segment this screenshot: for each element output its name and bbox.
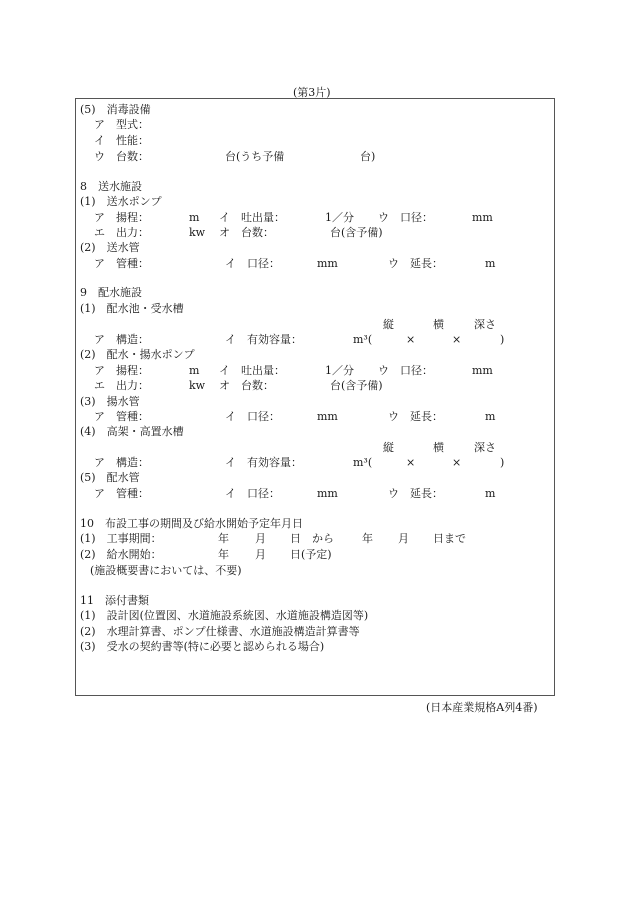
s9-tank-structure: ア 構造： [94,456,149,469]
s9-tank-dim-width: 横 [433,441,444,454]
s9-pump-count-unit: 台(含予備) [330,379,383,392]
s9-reservoir-capacity: イ 有効容量： [225,333,302,346]
s10-note: (施設概要書においては、不要) [90,564,242,577]
s9-pump-output: エ 出力： [94,379,149,392]
s9-pump-count: オ 台数： [219,379,274,392]
s8-pump-discharge-unit: 1／分 [325,211,354,224]
s9-dim-width: 横 [433,318,444,331]
s10-start-label: (2) 給水開始： [80,548,162,561]
s9-title: 9 配水施設 [80,286,142,299]
s11-item-3: (3) 受水の契約書等(特に必要と認められる場合) [80,640,325,653]
s9-pump-discharge-unit: 1／分 [325,364,354,377]
s9-tank-x2: × [452,456,462,469]
s9-lift-pipe-bore: イ 口径： [225,410,280,423]
s8-pump-bore: ウ 口径： [378,211,433,224]
s8-pipe-type: ア 管種： [94,257,149,270]
s9-dim-length: 縦 [383,318,394,331]
s9-lift-pipe-length: ウ 延長： [388,410,443,423]
s8-pump-head-unit: m [189,211,200,224]
s9-tank-dim-depth: 深さ [474,441,496,454]
s9-lift-pipe-length-unit: m [485,410,496,423]
s8-pump-output-unit: kw [189,226,206,239]
s9-pump-head: ア 揚程： [94,364,149,377]
s8-pipe-bore-unit: mm [317,257,338,270]
s9-dist-pipe-type: ア 管種： [94,487,149,500]
s10-period-label: (1) 工事期間： [80,532,162,545]
s8-pipe-length: ウ 延長： [388,257,443,270]
s5-title: (5) 消毒設備 [80,103,151,116]
s9-tank-close: ) [500,456,505,469]
s10-start-year: 年 [218,548,229,561]
s10-start-day: 日(予定) [290,548,332,561]
s9-reservoir-structure: ア 構造： [94,333,149,346]
s9-lift-pipe-type: ア 管種： [94,410,149,423]
s9-lift-pipe-bore-unit: mm [317,410,338,423]
s8-pump-discharge: イ 吐出量： [219,211,285,224]
s9-reservoir-x2: × [452,333,462,346]
s9-reservoir-close: ) [500,333,505,346]
s11-item-2: (2) 水理計算書、ポンプ仕様書、水道施設構造計算書等 [80,625,360,638]
s9-pump-head-unit: m [189,364,200,377]
s8-title: 8 送水施設 [80,180,142,193]
s8-pipe-bore: イ 口径： [225,257,280,270]
s8-pipe-length-unit: m [485,257,496,270]
s8-pump-bore-unit: mm [472,211,493,224]
s9-tank-unit: m³( [353,456,373,469]
s10-period-year2: 年 [362,532,373,545]
s9-dist-pipe-length-unit: m [485,487,496,500]
s5-performance: イ 性能： [94,134,149,147]
s9-tank-capacity: イ 有効容量： [225,456,302,469]
s5-count: ウ 台数： [94,150,149,163]
s9-dim-depth: 深さ [474,318,496,331]
s9-pump-bore: ウ 口径： [378,364,433,377]
page-footer: (日本産業規格A列4番) [426,701,538,714]
s8-pump-head: ア 揚程： [94,211,149,224]
s11-title: 11 添付書類 [80,594,149,607]
s9-pump-output-unit: kw [189,379,206,392]
s10-title: 10 布設工事の期間及び給水開始予定年月日 [80,517,303,530]
s9-pump-discharge: イ 吐出量： [219,364,285,377]
s9-reservoir-heading: (1) 配水池・受水槽 [80,302,184,315]
s9-tank-x1: × [406,456,416,469]
s10-period-month2: 月 [398,532,409,545]
s9-dist-pipe-heading: (5) 配水管 [80,471,140,484]
s9-dist-pipe-bore-unit: mm [317,487,338,500]
s5-count-end: 台) [360,150,376,163]
s9-reservoir-x1: × [406,333,416,346]
s8-pipe-heading: (2) 送水管 [80,241,140,254]
s9-dist-pipe-bore: イ 口径： [225,487,280,500]
s8-pump-output: エ 出力： [94,226,149,239]
s9-tank-heading: (4) 高架・高置水槽 [80,425,184,438]
s10-period-month1: 月 [255,532,266,545]
s9-reservoir-unit: m³( [353,333,373,346]
s8-pump-count-unit: 台(含予備) [330,226,383,239]
s9-pump-bore-unit: mm [472,364,493,377]
s10-period-from: 日 から [290,532,334,545]
s8-pump-heading: (1) 送水ポンプ [80,195,162,208]
s10-start-month: 月 [255,548,266,561]
s9-dist-pipe-length: ウ 延長： [388,487,443,500]
s10-period-year1: 年 [218,532,229,545]
s5-type: ア 型式： [94,118,149,131]
s11-item-1: (1) 設計図(位置図、水道施設系統図、水道施設構造図等) [80,609,369,622]
s8-pump-count: オ 台数： [219,226,274,239]
page-header: (第3片) [293,86,331,99]
s9-pump-heading: (2) 配水・揚水ポンプ [80,348,195,361]
s10-period-until: 日まで [433,532,466,545]
s5-count-spare: 台(うち予備 [225,150,285,163]
s9-tank-dim-length: 縦 [383,441,394,454]
s9-lift-pipe-heading: (3) 揚水管 [80,395,140,408]
